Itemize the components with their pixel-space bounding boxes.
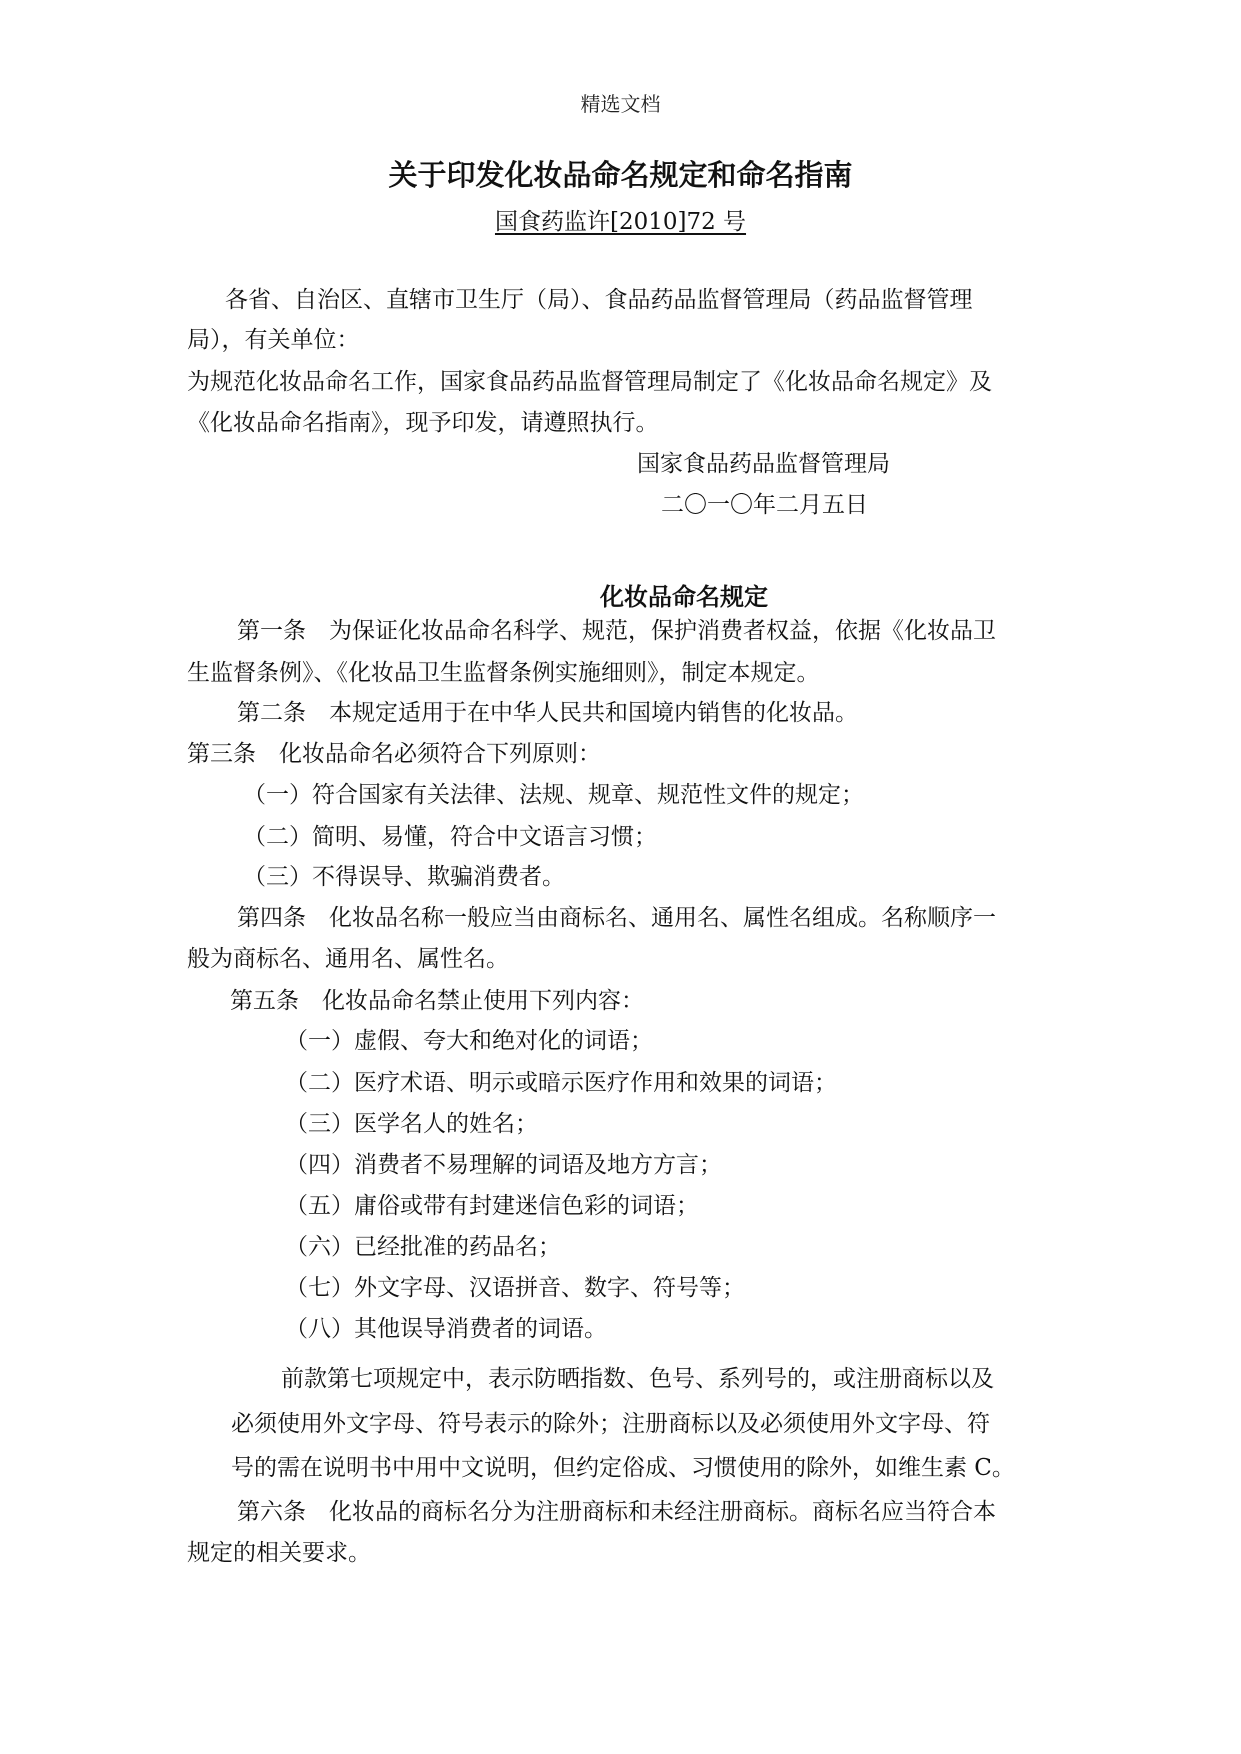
article-item: （二）简明、易懂，符合中文语言习惯； xyxy=(243,824,657,850)
article-line: 规定的相关要求。 xyxy=(187,1540,371,1566)
article-line: 第六条 化妆品的商标名分为注册商标和未经注册商标。商标名应当符合本 xyxy=(237,1499,996,1525)
article-item: （七）外文字母、汉语拼音、数字、符号等； xyxy=(285,1275,745,1301)
article-line: 第三条 化妆品命名必须符合下列原则： xyxy=(187,741,601,767)
article-item: （三）医学名人的姓名； xyxy=(285,1111,538,1137)
article-line: 第二条 本规定适用于在中华人民共和国境内销售的化妆品。 xyxy=(237,700,858,726)
article-line: 必须使用外文字母、符号表示的除外；注册商标以及必须使用外文字母、符 xyxy=(231,1411,990,1437)
notice-title: 关于印发化妆品命名规定和命名指南 xyxy=(388,158,853,192)
article-item: （二）医疗术语、明示或暗示医疗作用和效果的词语； xyxy=(285,1070,837,1096)
article-item: （一）符合国家有关法律、法规、规章、规范性文件的规定； xyxy=(243,782,864,808)
article-item: （八）其他误导消费者的词语。 xyxy=(285,1316,607,1342)
article-line: 前款第七项规定中，表示防晒指数、色号、系列号的，或注册商标以及 xyxy=(281,1366,994,1392)
article-item: （五）庸俗或带有封建迷信色彩的词语； xyxy=(285,1193,699,1219)
notice-number xyxy=(0,203,1241,236)
notice-line: 《化妆品命名指南》，现予印发，请遵照执行。 xyxy=(187,410,659,436)
article-line: 第四条 化妆品名称一般应当由商标名、通用名、属性名组成。名称顺序一 xyxy=(237,905,996,931)
article-item: （一）虚假、夸大和绝对化的词语； xyxy=(285,1028,653,1054)
article-line: 生监督条例》、《化妆品卫生监督条例实施细则》，制定本规定。 xyxy=(187,660,820,686)
notice-issuer: 国家食品药品监督管理局 xyxy=(637,451,890,477)
article-item: （六）已经批准的药品名； xyxy=(285,1234,561,1260)
header-tag: 精选文档 xyxy=(580,92,661,116)
article-line: 号的需在说明书中用中文说明，但约定俗成、习惯使用的除外，如维生素 C。 xyxy=(231,1455,1015,1481)
article-line: 第五条 化妆品命名禁止使用下列内容： xyxy=(230,988,644,1014)
article-item: （四）消费者不易理解的词语及地方方言； xyxy=(285,1152,722,1178)
notice-line: 为规范化妆品命名工作，国家食品药品监督管理局制定了《化妆品命名规定》及 xyxy=(187,369,992,395)
article-line: 般为商标名、通用名、属性名。 xyxy=(187,946,509,972)
regulation-title: 化妆品命名规定 xyxy=(600,582,768,611)
notice-date: 二〇一〇年二月五日 xyxy=(661,492,868,518)
notice-number-text: 国食药监许[2010]72 号 xyxy=(494,209,747,235)
article-line: 第一条 为保证化妆品命名科学、规范，保护消费者权益，依据《化妆品卫 xyxy=(237,618,996,644)
notice-line: 局），有关单位： xyxy=(187,327,360,353)
article-item: （三）不得误导、欺骗消费者。 xyxy=(243,864,565,890)
notice-line: 各省、自治区、直辖市卫生厅（局）、食品药品监督管理局（药品监督管理 xyxy=(225,287,973,313)
